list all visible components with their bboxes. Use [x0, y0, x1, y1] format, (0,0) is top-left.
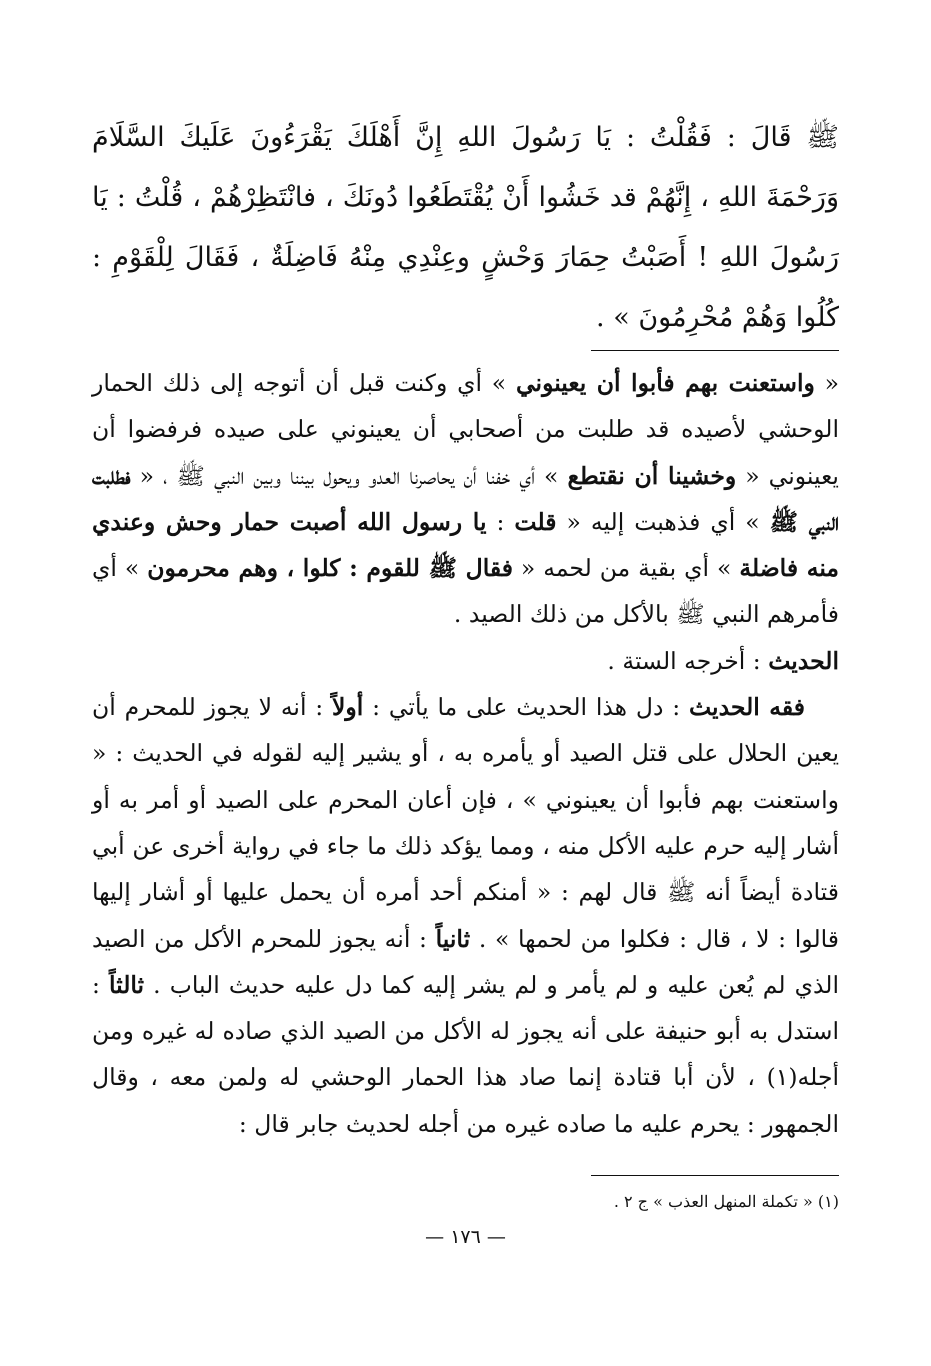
text-run: : أنه يجوز للمحرم الأكل من الصيد الذي لم يُعن عليه و لم يأمر و لم يشر إليه كما دل عليه حديث الباب . [92, 924, 839, 999]
text-run: : دل هذا الحديث على ما يأتي : [363, 693, 689, 722]
text-run: » أي وكنت قبل أن أتوجه إلى ذلك الحمار الوحشي لأصيده قد طلبت من أصحابي أن يعينوني على صيده فرفضوا أن يعينوني « [92, 369, 839, 490]
text-run: » أي فذهبت إليه « [556, 507, 770, 536]
fiqh-paragraph [92, 684, 839, 1147]
text-run: « [814, 369, 839, 397]
bold-run: واستعنت بهم فأبوا أن يعينوني [515, 369, 815, 397]
bold-run: فقه الحديث [688, 693, 805, 722]
text-run: : [486, 507, 515, 536]
text-run: » أي خفنا أن يحاصرنا العدو ويحول بيننا وبين النبي ﷺ ، « [130, 461, 568, 490]
page-number: — ١٧٦ — [425, 1226, 506, 1248]
bold-run: ثانياً [435, 924, 471, 953]
bold-run: فقال ﷺ للقوم : كلوا ، وهم محرمون [147, 554, 513, 583]
section-divider [591, 350, 839, 351]
bold-run: أولاً [332, 693, 364, 722]
hadith-text-block [92, 108, 839, 348]
bold-run: ثالثاً [108, 970, 145, 999]
hadith-paragraph: ﷺ قَالَ : فَقُلْتُ : يَا رَسُولَ اللهِ إِنَّ أَهْلَكَ يَقْرَءُونَ عَلَيكَ السَّلَامَ وَرَحْمَةَ اللهِ ، إِنَّهُمْ قد خَشُوا أَنْ يُقْتَطَعُوا دُونَكَ ، فانْتَظِرْهُمْ ، قُلْتُ : يَا رَسُولَ اللهِ ! أَصَبْتُ حِمَارَ وَحْشٍ وعِنْدِي مِنْهُ فَاضِلَةٌ ، فَقَالَ لِلْقَوْمِ : كُلُوا وَهُمْ مُحْرِمُونَ » . [92, 122, 839, 333]
commentary-paragraph-1 [92, 360, 839, 638]
text-run: : أخرجه الستة . [607, 646, 769, 675]
bold-run: الحديث [768, 646, 839, 675]
text-run: : استدل به أبو حنيفة على أنه يجوز له الأكل من الصيد الذي صاده له غيره ومن أجله(١) ، لأن أبا قتادة إنما صاد هذا الحمار الوحشي له ولمن معه ، وقال الجمهور : يحرم عليه ما صاده غيره من أجله لحديث جابر قال : [92, 970, 839, 1138]
bold-run: فطلبت النبي ﷺ [92, 461, 839, 536]
text-run: » أي بقية من لحمه « [512, 554, 740, 583]
footnote-divider [591, 1175, 839, 1176]
text-run: : أنه لا يجوز للمحرم أن يعين الحلال على قتل الصيد أو يأمره به ، أو يشير إليه لقوله في الحديث : « واستعنت بهم فأبوا أن يعينوني » ، فإن أعان المحرم على الصيد أو أمر به أو أشار إليه حرم عليه الأكل منه ، ومما يؤكد ذلك ما جاء في رواية أخرى عن أبي قتادة أيضاً أنه ﷺ قال لهم : « أمنكم أحد أمره أن يحمل عليها أو أشار إليها قالوا : لا ، قال : فكلوا من لحمها » . [92, 693, 839, 953]
footnote: (١) « تكملة المنهل العذب » ج ٢ . [613, 1192, 839, 1211]
commentary-block [92, 360, 839, 1147]
bold-run: وخشينا أن نقتطع [567, 461, 737, 490]
bold-run: قلت [514, 507, 557, 536]
bold-run: يا رسول الله أصبت حمار وحش وعندي منه فاضلة [92, 507, 839, 583]
text-run: » أي فأمرهم النبي ﷺ بالأكل من ذلك الصيد . [92, 554, 839, 629]
hadith-source-paragraph [92, 638, 839, 684]
